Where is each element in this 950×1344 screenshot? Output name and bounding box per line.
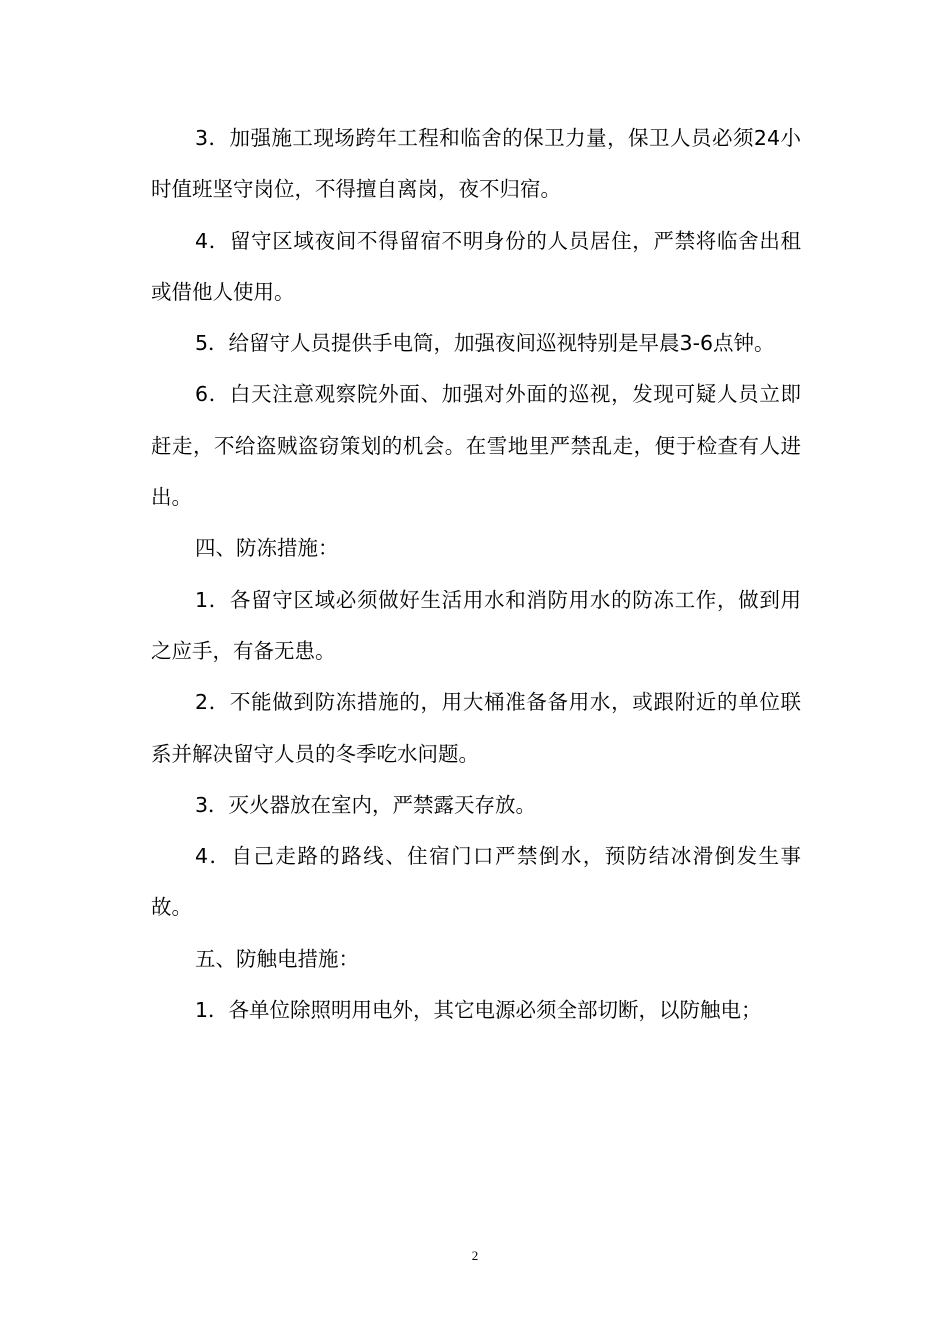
section-heading: 四、防冻措施： — [195, 536, 339, 561]
paragraph: 3．灭火器放在室内，严禁露天存放。 — [195, 792, 537, 817]
document-body — [151, 113, 801, 1036]
page-number: 2 — [471, 1248, 479, 1263]
paragraph: 2．不能做到防冻措施的，用大桶准备备用水，或跟附近的单位联系并解决留守人员的冬季吃水问题。 — [151, 690, 801, 766]
paragraph: 6．白天注意观察院外面、加强对外面的巡视，发现可疑人员立即赶走，不给盗贼盗窃策划的机会。在雪地里严禁乱走，便于检查有人进出。 — [151, 382, 801, 510]
paragraph: 5．给留守人员提供手电筒，加强夜间巡视特别是早晨3-6点钟。 — [195, 331, 775, 356]
paragraph: 3．加强施工现场跨年工程和临舍的保卫力量，保卫人员必须24小时值班坚守岗位，不得擅自离岗，夜不归宿。 — [151, 126, 801, 202]
paragraph: 4．自己走路的路线、住宿门口严禁倒水，预防结冰滑倒发生事故。 — [151, 844, 801, 920]
paragraph: 1．各留守区域必须做好生活用水和消防用水的防冻工作，做到用之应手，有备无患。 — [151, 587, 801, 663]
paragraph: 1．各单位除照明用电外，其它电源必须全部切断，以防触电； — [195, 998, 762, 1023]
section-heading: 五、防触电措施： — [195, 946, 359, 971]
paragraph: 4．留守区域夜间不得留宿不明身份的人员居住，严禁将临舍出租或借他人使用。 — [151, 228, 801, 304]
